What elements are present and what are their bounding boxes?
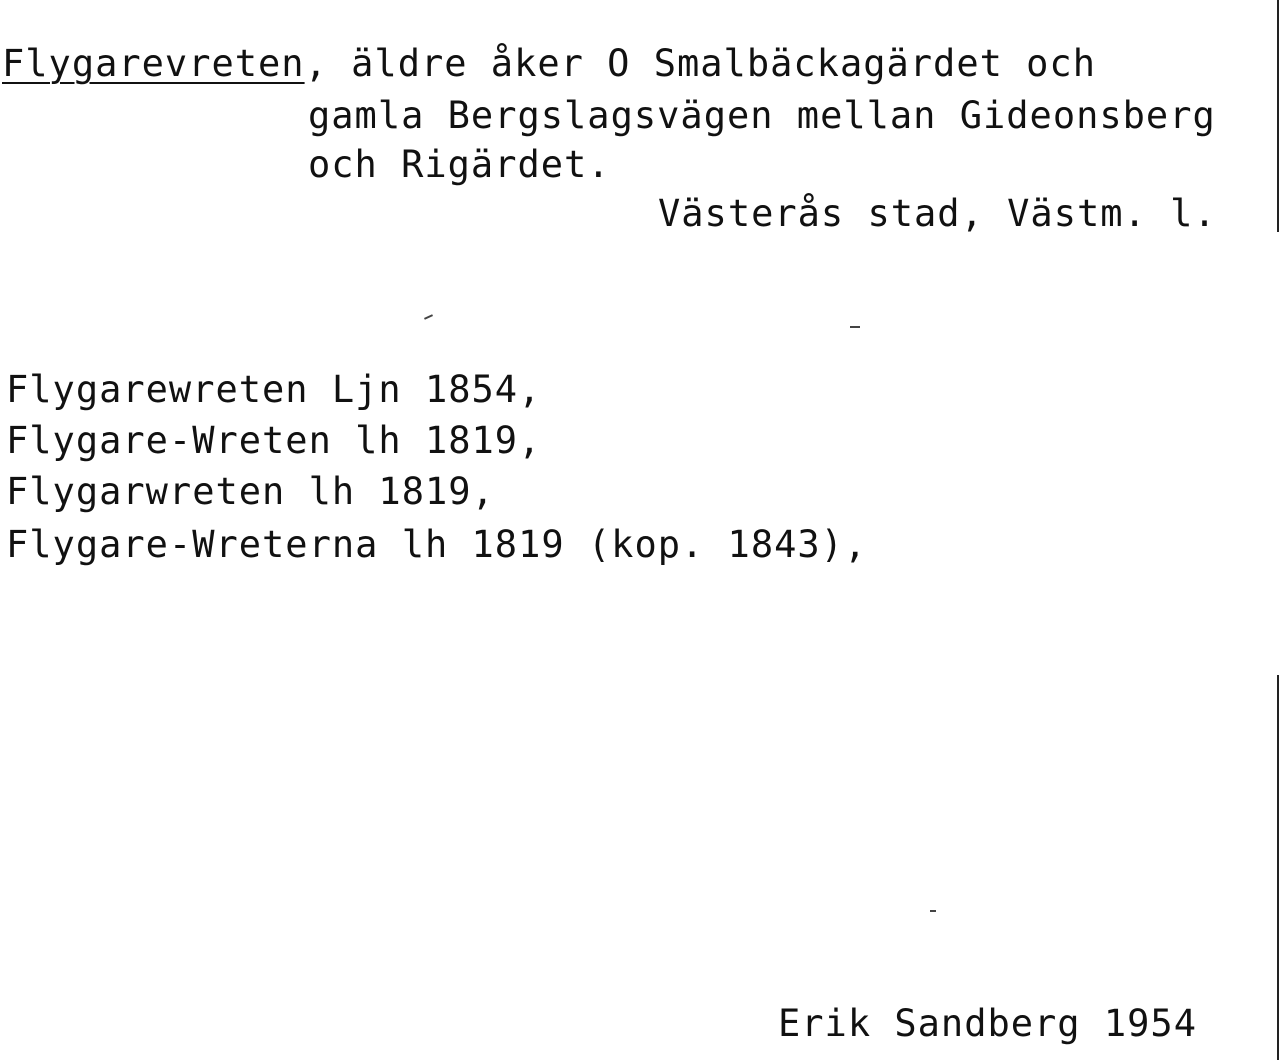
scan-speck [930, 910, 936, 912]
entry-definition-start: , äldre åker O Smalbäckagärdet och [304, 42, 1096, 85]
card-edge-bottom [1277, 675, 1279, 1060]
signature: Erik Sandberg 1954 [778, 1002, 1197, 1045]
historical-form-3: Flygarwreten lh 1819, [6, 470, 495, 513]
entry-definition-line-2: gamla Bergslagsvägen mellan Gideonsberg [308, 94, 1216, 137]
historical-form-4: Flygare-Wreterna lh 1819 (kop. 1843), [6, 523, 868, 566]
historical-form-2: Flygare-Wreten lh 1819, [6, 419, 542, 462]
location-line: Västerås stad, Västm. l. [658, 192, 1217, 235]
headword: Flygarevreten [2, 42, 305, 85]
scan-speck [424, 314, 433, 320]
scan-speck [850, 326, 860, 328]
entry-first-line [2, 42, 1096, 86]
card-edge-top [1277, 0, 1279, 232]
historical-form-1: Flygarewreten Ljn 1854, [6, 368, 542, 411]
entry-definition-line-3: och Rigärdet. [308, 143, 611, 186]
